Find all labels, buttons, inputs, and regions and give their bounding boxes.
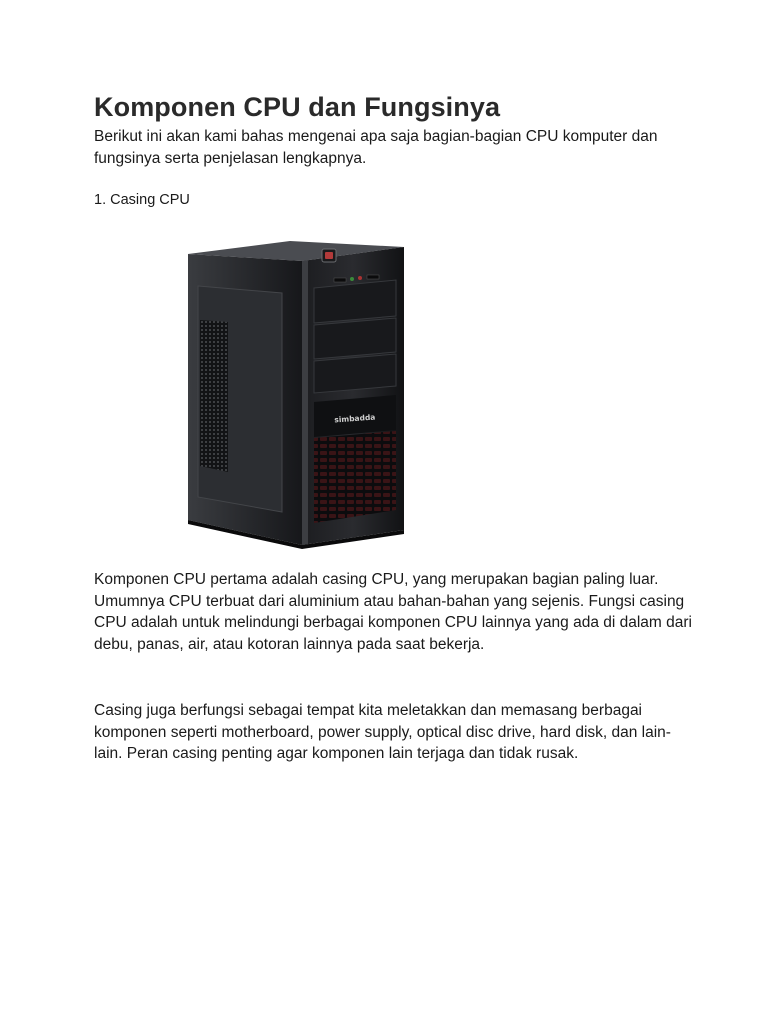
- body-paragraph-1: Komponen CPU pertama adalah casing CPU, yang merupakan bagian paling luar. Umumnya CPU terbuat dari aluminium atau bahan-bahan yang sejenis. Fungsi casing CPU adalah untuk melindungi berbagai komponen CPU lainnya yang ada di dalam dari debu, panas, air, atau kotoran lainnya pada saat bekerja.: [94, 571, 692, 653]
- front-vent-grille: [314, 431, 396, 523]
- section-heading-casing-cpu: 1. Casing CPU: [94, 192, 190, 208]
- cpu-casing-image: [184, 240, 414, 550]
- drive-bay-3: [314, 354, 396, 393]
- mic-jack-icon: [358, 276, 362, 280]
- side-mesh-vent: [200, 320, 228, 472]
- intro-paragraph: Berikut ini akan kami bahas mengenai apa saja bagian-bagian CPU komputer dan fungsinya serta penjelasan lengkapnya.: [94, 128, 658, 167]
- document-page: [94, 90, 694, 763]
- drive-bay-2: [314, 318, 396, 359]
- body-paragraph-2: Casing juga berfungsi sebagai tempat kita meletakkan dan memasang berbagai komponen seperti motherboard, power supply, optical disc drive, hard disk, dan lain-lain. Peran casing penting agar komponen lain terjaga dan tidak rusak.: [94, 702, 671, 763]
- page-title: Komponen CPU dan Fungsinya: [94, 92, 501, 122]
- audio-jack-icon: [350, 277, 354, 281]
- brand-logo: simbadda: [334, 412, 376, 425]
- drive-bay-1: [314, 280, 396, 323]
